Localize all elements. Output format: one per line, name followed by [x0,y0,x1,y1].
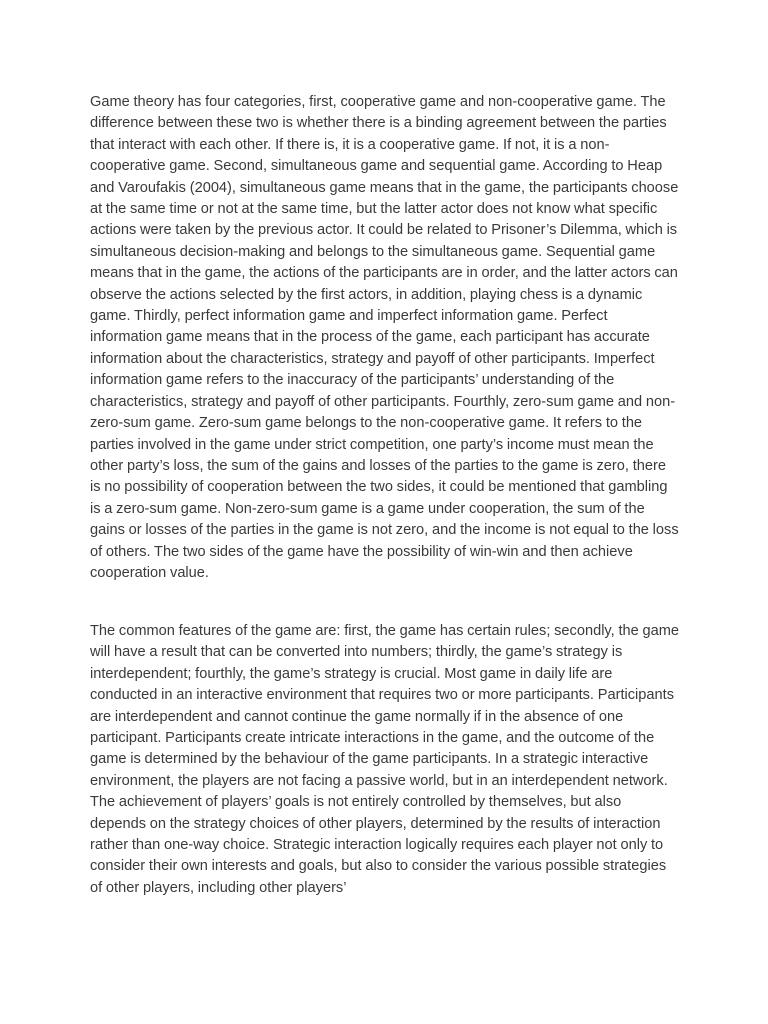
paragraph-common-features: The common features of the game are: first, the game has certain rules; secondly, the game will have a result that can be converted into numbers; thirdly, the game’s strategy is interdependent; fourthly, the game’s strategy is crucial. Most game in daily life are conducted in an interactive environment that requires two or more participants. Participants are interdependent and cannot continue the game normally if in the absence of one participant. Participants create intricate interactions in the game, and the outcome of the game is determined by the behaviour of the game participants. In a strategic interactive environment, the players are not facing a passive world, but in an interdependent network. The achievement of players’ goals is not entirely controlled by themselves, but also depends on the strategy choices of other players, determined by the results of interaction rather than one-way choice. Strategic interaction logically requires each player not only to consider their own interests and goals, but also to consider the various possible strategies of other players, including other players’ [90,623,680,896]
paragraph-game-theory-categories: Game theory has four categories, first, cooperative game and non-cooperative game. The difference between these two is whether there is a binding agreement between the parties that interact with each other. If there is, it is a cooperative game. If not, it is a non-cooperative game. Second, simultaneous game and sequential game. According to Heap and Varoufakis (2004), simultaneous game means that in the game, the participants choose at the same time or not at the same time, but the latter actor does not know what specific actions were taken by the previous actor. It could be related to Prisoner’s Dilemma, which is simultaneous decision-making and belongs to the simultaneous game. Sequential game means that in the game, the actions of the participants are in order, and the latter actors can observe the actions selected by the first actors, in addition, playing chess is a dynamic game. Thirdly, perfect information game and imperfect information game. Perfect information game means that in the process of the game, each participant has accurate information about the characteristics, strategy and payoff of other participants. Imperfect information game refers to the inaccuracy of the participants’ understanding of the characteristics, strategy and payoff of other participants. Fourthly, zero-sum game and non-zero-sum game. Zero-sum game belongs to the non-cooperative game. It refers to the parties involved in the game under strict competition, one party’s income must mean the other party’s loss, the sum of the gains and losses of the parties to the game is zero, there is no possibility of cooperation between the two sides, it could be mentioned that gambling is a zero-sum game. Non-zero-sum game is a game under cooperation, the sum of the gains or losses of the parties in the game is not zero, and the income is not equal to the loss of others. The two sides of the game have the possibility of win-win and then achieve cooperation value. [90,94,679,581]
